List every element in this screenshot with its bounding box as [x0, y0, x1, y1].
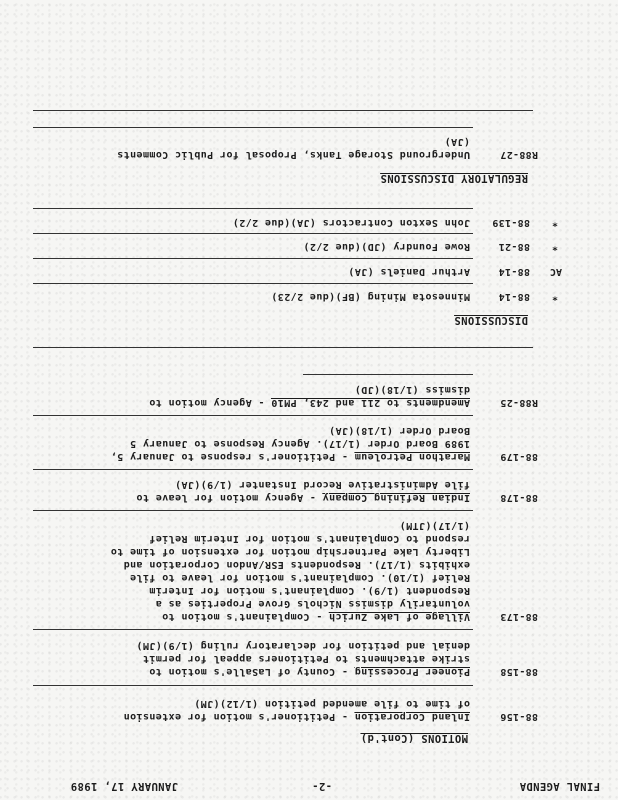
regulatory-line: (JA) — [444, 136, 470, 147]
docket-number: 88-139 — [492, 217, 530, 228]
docket-number: 88-156 — [500, 711, 538, 722]
regulatory-line: Underground Storage Tanks, Proposal for Public Comments — [116, 149, 470, 160]
motion-line: Board Order (1/18)(JA) — [328, 425, 470, 436]
case-title: Pioneer Processing — [354, 666, 470, 677]
separator-rule — [33, 127, 473, 128]
motion-line: - Agency motion for leave to — [136, 492, 323, 503]
status-mark: * — [551, 241, 558, 252]
motion-line: denial and petition for declaratory ruling (1/9)(JM) — [136, 640, 470, 651]
separator-rule — [33, 415, 473, 416]
motion-line: - Petitioner's response to January 5, — [110, 451, 355, 462]
section-divider — [33, 110, 533, 111]
motion-line: voluntarily dismiss Nichols Grove Properties as a — [155, 598, 470, 609]
separator-rule — [33, 208, 473, 209]
case-text: Minnesota Mining (BF)(due 2/23) — [270, 291, 470, 302]
case-title: Inland Corporation — [354, 711, 470, 722]
docket-number: 88-178 — [500, 492, 538, 503]
docket-number: 88-14 — [498, 266, 530, 277]
motion-line: exhibits (1/17). Respondents ESR/Andon Corporation and — [123, 559, 470, 570]
motion-line: Respondent (1/9). Complainant's motion for Interim — [148, 585, 470, 596]
motion-line: - County of LaSalle's motion to — [148, 666, 355, 677]
separator-rule — [303, 374, 473, 375]
motion-line: of time to file amended petition (1/12)(JM) — [193, 698, 470, 709]
docket-number: R88-25 — [500, 397, 538, 408]
separator-rule — [33, 685, 473, 686]
motion-line: (1/17)(JTM) — [399, 520, 470, 531]
status-mark: * — [551, 217, 558, 228]
motion-line: strike attachments to Petitioners appeal for permit — [142, 653, 470, 664]
header-date: JANUARY 17, 1989 — [70, 780, 178, 792]
motion-line: Liberty Lake Partnership motion for extension of time to — [110, 546, 470, 557]
docket-number: 88-21 — [498, 241, 530, 252]
separator-rule — [33, 510, 473, 511]
separator-rule — [33, 258, 473, 259]
docket-number: R88-27 — [500, 149, 538, 160]
case-title: Village of Lake Zurich — [328, 611, 470, 622]
section-heading-motions: MOTIONS (Cont'd) — [360, 732, 468, 744]
motion-line: dismiss (1/18)(JD) — [354, 384, 470, 395]
header-left: FINAL AGENDA — [519, 780, 600, 792]
motion-line: 1989 Board Order (1/17). Agency Response to January 5 — [129, 438, 470, 449]
docket-number: 88-179 — [500, 451, 538, 462]
motion-line: - Petitioner's motion for extension — [123, 711, 355, 722]
separator-rule — [33, 233, 473, 234]
separator-rule — [33, 469, 473, 470]
motion-line: file Administrative Record Instanter (1/9)(JA) — [174, 479, 470, 490]
docket-number: 88-173 — [500, 611, 538, 622]
docket-number: 88-14 — [498, 291, 530, 302]
section-heading-regulatory: REGULATORY DISCUSSIONS — [380, 172, 528, 184]
motion-line: Relief (1/10). Complainant's motion for leave to file — [129, 572, 470, 583]
case-title: Marathon Petroleum — [354, 451, 470, 462]
case-text: Arthur Daniels (JA) — [348, 266, 470, 277]
case-title: Amendments to 211 and 243, PM10 — [270, 397, 470, 408]
case-text: Rowe Foundry (JD)(due 2/2) — [303, 241, 470, 252]
section-divider — [33, 347, 533, 348]
motion-line: - Complainant's motion to — [161, 611, 329, 622]
status-mark: AC — [549, 266, 562, 277]
motion-line: - Agency motion to — [148, 397, 271, 408]
docket-number: 88-158 — [500, 666, 538, 677]
separator-rule — [33, 283, 473, 284]
case-text: John Sexton Contractors (JA)(due 2/2) — [232, 217, 470, 228]
header-page-number: -2- — [311, 780, 332, 792]
motion-line: respond to Complainant's motion for Interim Relief — [148, 533, 470, 544]
status-mark: * — [551, 291, 558, 302]
case-title: Indian Refining Company — [322, 492, 470, 503]
section-heading-discussions: DISCUSSIONS — [454, 314, 528, 326]
separator-rule — [33, 629, 473, 630]
